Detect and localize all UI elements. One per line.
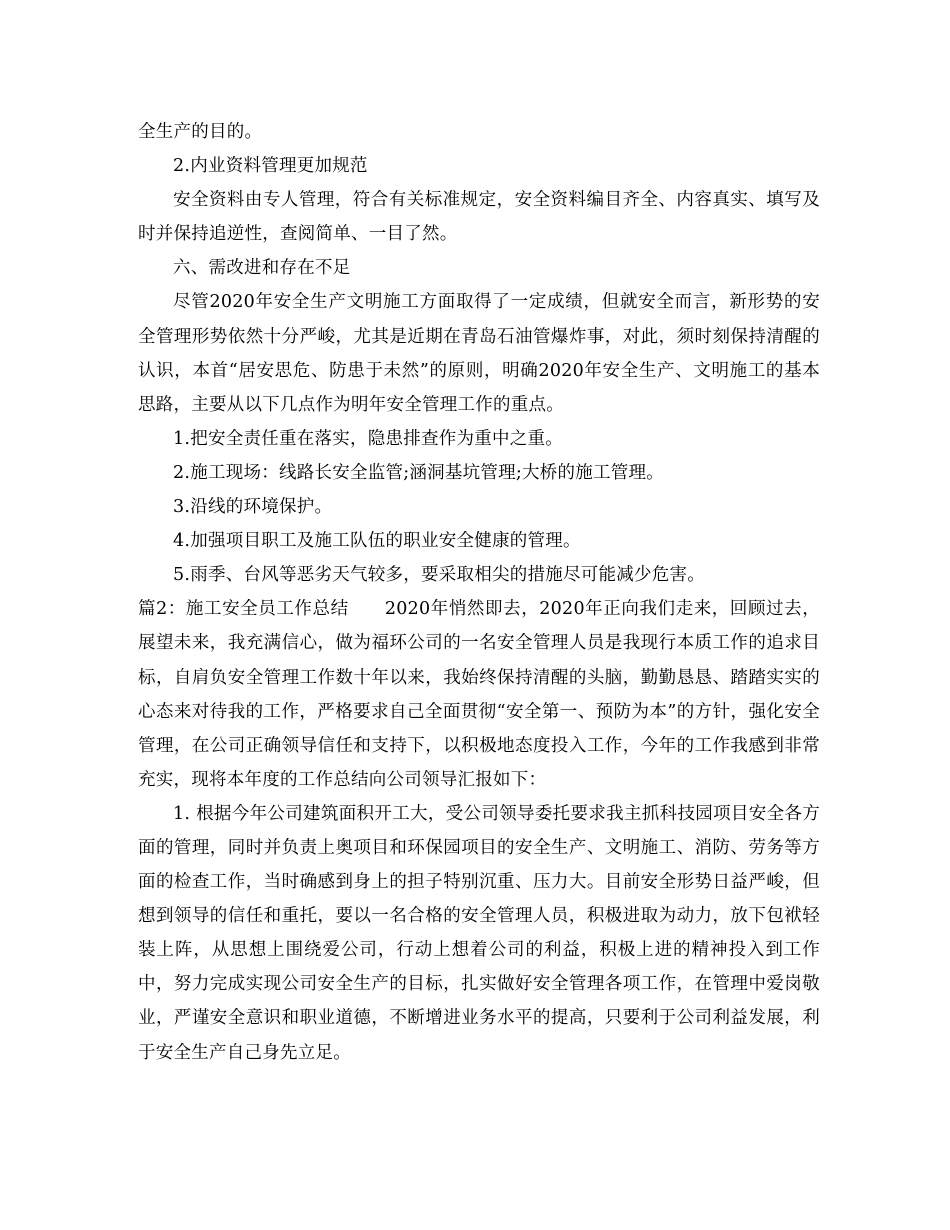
list-item: 4.加强项目职工及施工队伍的职业安全健康的管理。: [173, 531, 581, 552]
list-item: 2.施工现场：线路长安全监管;涵洞基坑管理;大桥的施工管理。: [173, 462, 664, 483]
list-heading: 2.内业资料管理更加规范: [173, 156, 368, 177]
paragraph: 全生产的目的。: [138, 122, 263, 142]
paragraph: 尽管2020年安全生产文明施工方面取得了一定成绩，但就安全而言，新形势的安全管理形势依然十分严峻，尤其是近期在青岛石油管爆炸事，对此，须时刻保持清醒的认识，本首“居安思危、防患于未然”的原则，明确2020年安全生产、文明施工的基本思路，主要从以下几点作为明年安全管理工作的重点。: [138, 292, 820, 415]
paragraph: 安全资料由专人管理，符合有关标准规定，安全资料编目齐全、内容真实、填写及时并保持追逆性，查阅简单、一目了然。: [138, 190, 820, 245]
section-heading: 六、需改进和存在不足: [173, 258, 351, 279]
list-item: 1.把安全责任重在落实，隐患排查作为重中之重。: [173, 428, 563, 449]
paragraph-article-2: 篇2：施工安全员工作总结 2020年悄然即去，2020年正向我们走来，回顾过去，展望未来，我充满信心，做为福环公司的一名安全管理人员是我现行本质工作的追求目标，自肩负安全管理工作数十年以来，我始终保持清醒的头脑，勤勤恳恳、踏踏实实的心态来对待我的工作，严格要求自己全面贯彻“安全第一、预防为本”的方针，强化安全管理，在公司正确领导信任和支持下，以积极地态度投入工作，今年的工作我感到非常充实，现将本年度的工作总结向公司领导汇报如下：: [138, 599, 820, 790]
list-item: 3.沿线的环境保护。: [173, 497, 333, 518]
document-page: [138, 115, 820, 1070]
paragraph: 1. 根据今年公司建筑面积开工大，受公司领导委托要求我主抓科技园项目安全各方面的管理，同时并负责上奥项目和环保园项目的安全生产、文明施工、消防、劳务等方面的检查工作，当时确感到身上的担子特别沉重、压力大。目前安全形势日益严峻，但想到领导的信任和重托，要以一名合格的安全管理人员，积极进取为动力，放下包袱轻装上阵，从思想上围绕爱公司，行动上想着公司的利益，积极上进的精神投入到工作中，努力完成实现公司安全生产的目标，扎实做好安全管理各项工作，在管理中爱岗敬业，严谨安全意识和职业道德，不断增进业务水平的提高，只要利于公司利益发展，利于安全生产自己身先立足。: [138, 803, 820, 1063]
list-item: 5.雨季、台风等恶劣天气较多，要采取相尖的措施尽可能减少危害。: [173, 565, 705, 586]
